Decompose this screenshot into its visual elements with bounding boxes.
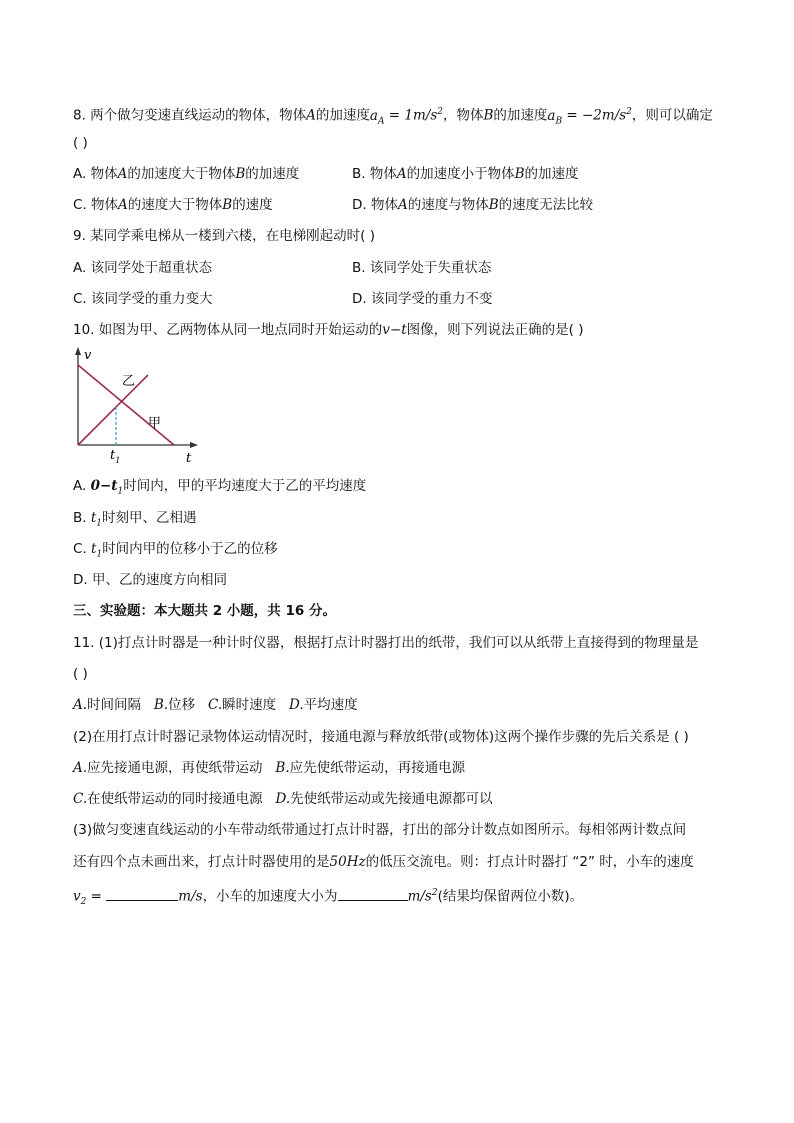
q8-option-c: C. 物体A的速度大于物体B的速度	[73, 197, 273, 213]
aA-symbol: $a_A$	[369, 107, 385, 127]
answer-blank-acceleration[interactable]	[338, 886, 408, 901]
q8-option-a: A. 物体A的加速度大于物体B的加速度	[73, 166, 300, 182]
q10-option-b: B. $t_1$时刻甲、乙相遇	[73, 510, 197, 529]
q8-paren: ( )	[73, 135, 88, 151]
vt-graph	[70, 345, 205, 465]
line-yi	[78, 375, 148, 445]
q11-part1-stem: 11. (1)打点计时器是一种计时仪器，根据打点计时器打出的纸带，我们可以从纸带上直接得到的物理量是	[73, 635, 699, 651]
q9-option-a: A. 该同学处于超重状态	[73, 260, 213, 276]
q10-option-d: D. 甲、乙的速度方向相同	[73, 572, 227, 588]
q8-option-b: B. 物体A的加速度小于物体B的加速度	[352, 166, 579, 182]
q8-option-d: D. 物体A的速度与物体B的速度无法比较	[352, 197, 594, 213]
v-axis-arrow-icon	[75, 347, 81, 355]
t-axis-label: t	[186, 451, 192, 465]
q11-part3-line3: $v_2 = m/s$，小车的加速度大小为 $m/s^2$(结果均保留两位小数)。	[73, 883, 583, 912]
t1-label: $t_1$	[110, 448, 121, 465]
q9-stem: 9. 某同学乘电梯从一楼到六楼，在电梯刚起动时( )	[73, 228, 375, 244]
q9-option-b: B. 该同学处于失重状态	[352, 260, 492, 276]
t-axis-arrow-icon	[190, 442, 198, 448]
q11-part3-line1: (3)做匀变速直线运动的小车带动纸带通过打点计时器，打出的部分计数点如图所示。每相邻两计数点间	[73, 822, 687, 838]
aB-symbol: $a_B$	[547, 107, 563, 127]
q11-part1-options: A.时间间隔 B.位移 C.瞬时速度 D.平均速度	[73, 697, 358, 713]
q11-part2-stem: (2)在用打点计时器记录物体运动情况时，接通电源与释放纸带(或物体)这两个操作步骤的先后关系是 ( )	[73, 729, 689, 745]
v-axis-label: v	[84, 348, 92, 363]
q11-part2-options-cd: C.在使纸带运动的同时接通电源 D.先使纸带运动或先接通电源都可以	[73, 791, 493, 807]
jia-label: 甲	[148, 416, 162, 431]
section-3-heading: 三、实验题：本大题共 2 小题，共 16 分。	[73, 603, 336, 619]
q11-part3-line2: 还有四个点未画出来，打点计时器使用的是50Hz的低压交流电。则：打点计时器打 “2” 时，小车的速度	[73, 854, 694, 870]
yi-label: 乙	[122, 374, 136, 389]
answer-blank-velocity[interactable]	[106, 886, 178, 901]
q10-option-c: C. $t_1$时间内甲的位移小于乙的位移	[73, 541, 278, 560]
q10-option-a: A. $0-t_1$时间内，甲的平均速度大于乙的平均速度	[73, 478, 367, 497]
q9-option-c: C. 该同学受的重力变大	[73, 291, 213, 307]
q10-stem: 10. 如图为甲、乙两物体从同一地点同时开始运动的v−t图像，则下列说法正确的是( )	[73, 322, 584, 338]
q9-option-d: D. 该同学受的重力不变	[352, 291, 493, 307]
q8-stem: 8. 两个做匀变速直线运动的物体，物体A的加速度$a_A = 1m/s^2$，物体B的加速度$a_B = -2m/s^2$，则可以确定	[73, 107, 713, 127]
q11-part1-paren: ( )	[73, 666, 88, 682]
q11-part2-options-ab: A.应先接通电源，再使纸带运动 B.应先使纸带运动，再接通电源	[73, 760, 466, 776]
